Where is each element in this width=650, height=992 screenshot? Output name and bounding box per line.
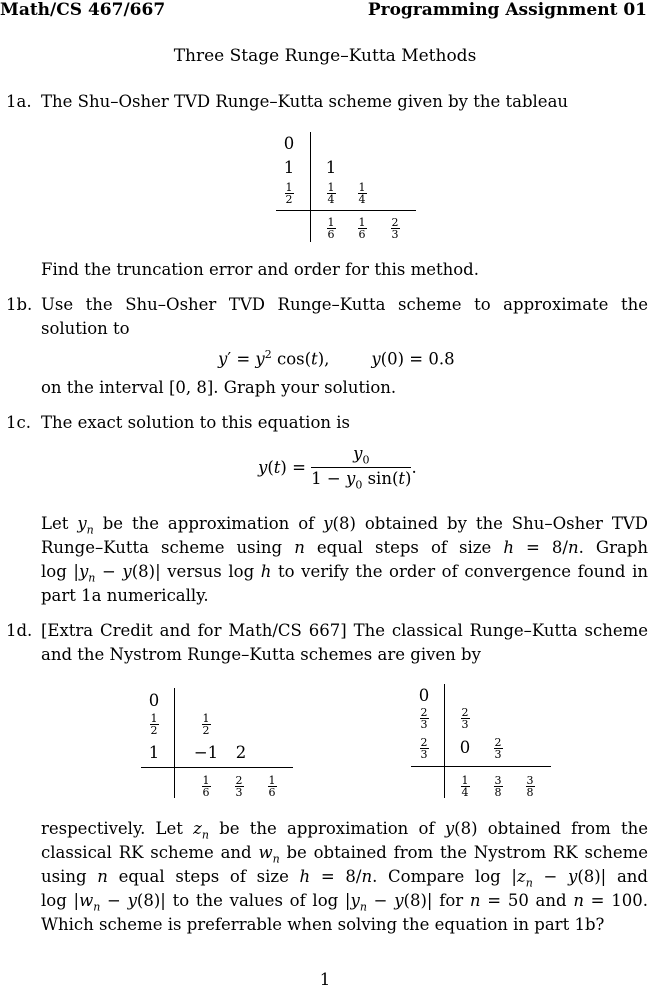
problem-1d-line6: $\log |w_n - y(8)|$ to the values of $\log |y_n - y(8)|$ for n = 50 and n = 100. [41,891,648,914]
problem-1a-text: The Shu–Osher TVD Runge–Kutta scheme given by the tableau [41,92,569,111]
problem-1b-line3: on the interval [0, 8]. Graph your solution. [41,378,397,397]
problem-1c-line1: Let $y_n$ be the approximation of y(8) obtained by the Shu–Osher TVD [41,514,648,537]
problem-1d-line7: Which scheme is preferrable when solving the equation in part 1b? [41,915,605,934]
ode-equation: $y' = y^2$ cos(t), y(0) = 0.8 [218,348,455,369]
exact-solution-equation: y(t) = $\frac{y_0}{1 - y_0 \sin(t)}$ . [258,444,417,492]
course-header: Math/CS 467/667 [0,0,166,20]
problem-1d-line3: respectively. Let $z_n$ be the approximation of y(8) obtained from the [41,819,648,842]
problem-1d-line2: and the Nystrom Runge–Kutta schemes are given by [41,645,481,664]
problem-1d-line4: classical RK scheme and $w_n$ be obtained from the Nystrom RK scheme [41,843,648,866]
butcher-tableau-shu-osher: 0 1 $\frac{1}{2}$ 1 $\frac{1}{4}$ $\frac{1}{4}$ $\frac{1}{6}$ $\frac{1}{6}$ $\frac{2}{3}$ [276,130,416,245]
problem-1c-line3: $\log |y_n - y(8)|$ versus log h to verify the order of convergence found in [41,562,648,585]
page-title: Three Stage Runge–Kutta Methods [173,46,477,66]
assignment-header: Programming Assignment 01 [367,0,647,20]
problem-1a-question: Find the truncation error and order for this method. [41,260,479,279]
problem-1b-line1: Use the Shu–Osher TVD Runge–Kutta scheme to approximate the [41,295,648,314]
butcher-tableau-classical-rk: 0 $\frac{1}{2}$ 1 $\frac{1}{2}$ −1 2 $\frac{1}{6}$ $\frac{2}{3}$ $\frac{1}{6}$ [141,686,293,801]
problem-1c-text: The exact solution to this equation is [41,413,350,432]
problem-1c-label: 1c. [6,413,31,432]
problem-1c-line4: part 1a numerically. [41,586,209,605]
problem-1d-line5: using n equal steps of size h = 8/n. Compare $\log |z_n - y(8)|$ and [41,867,648,890]
problem-1b-label: 1b. [6,295,33,314]
butcher-tableau-nystrom-rk: 0 $\frac{2}{3}$ $\frac{2}{3}$ $\frac{2}{3}$ 0 $\frac{2}{3}$ $\frac{1}{4}$ $\frac{3}{8}$ $\frac{3}{8}$ [411,682,551,800]
problem-1d-label: 1d. [6,621,33,640]
problem-1b-line2: solution to [41,319,130,338]
problem-1a-label: 1a. [6,92,32,111]
problem-1c-line2: Runge–Kutta scheme using n equal steps of size h = 8/n. Graph [41,538,649,557]
page-number: 1 [319,970,331,989]
problem-1d-line1: [Extra Credit and for Math/CS 667] The classical Runge–Kutta scheme [41,621,648,640]
